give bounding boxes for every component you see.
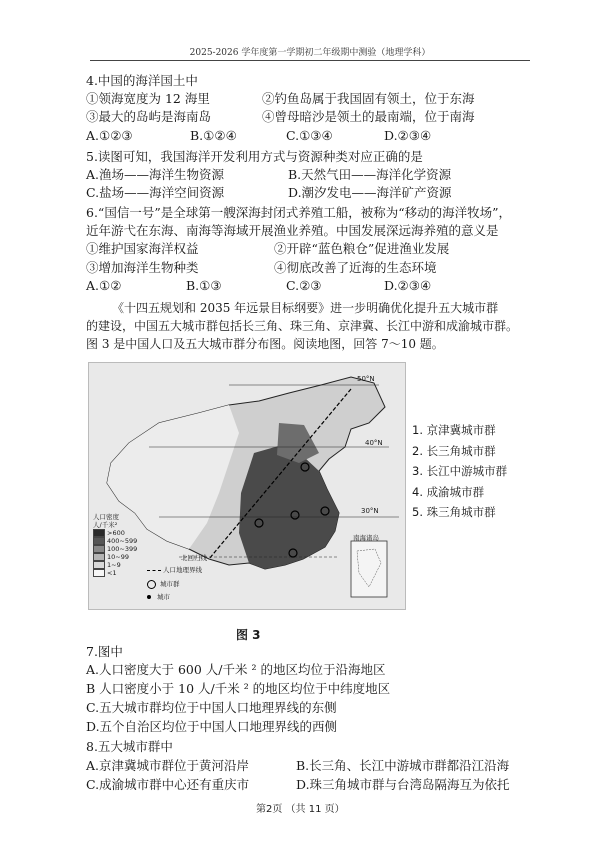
- latitude-30-label: 30°N: [361, 507, 379, 515]
- q6-choice-d: D.②③④: [384, 278, 432, 293]
- passage-line-3: 图 3 是中国人口及五大城市群分布图。阅读地图，回答 7～10 题。: [86, 337, 444, 351]
- q6-stem-line-2: 近年游弋在东海、南海等海域开展渔业养殖。中国发展深远海养殖的意义是: [86, 223, 499, 238]
- q6-choice-b: B.①③: [186, 278, 222, 293]
- q6-option-4: ④彻底改善了近海的生态环境: [274, 260, 437, 275]
- q4-choice-d: D.②③④: [384, 128, 432, 143]
- q7-choice-b: B 人口密度小于 10 人/千米 ² 的地区均位于中纬度地区: [86, 681, 391, 696]
- cluster-item-5: 5. 珠三角城市群: [412, 505, 496, 519]
- q8-choice-d: D.珠三角城市群与台湾岛隔海互为依托: [296, 777, 510, 792]
- page-header: 2025-2026 学年度第一学期初二年级期中测验（地理学科）: [90, 45, 530, 61]
- q4-option-3: ③最大的岛屿是海南岛: [86, 109, 212, 124]
- q7-choice-a: A.人口密度大于 600 人/千米 ² 的地区均位于沿海地区: [86, 662, 386, 677]
- q5-choice-c: C.盐场——海洋空间资源: [86, 185, 225, 200]
- cluster-item-1: 1. 京津冀城市群: [412, 423, 496, 437]
- legend-title: 人口密度 人/千米²: [93, 513, 119, 529]
- q5-choice-a: A.渔场——海洋生物资源: [86, 167, 225, 182]
- passage-line-1: 《十四五规划和 2035 年远景目标纲要》进一步明确优化提升五大城市群: [112, 301, 499, 315]
- legend-line-label: 人口地理界线: [147, 565, 202, 574]
- q6-choice-a: A.①②: [86, 278, 122, 293]
- cluster-list: [412, 420, 507, 523]
- q8-choice-b: B.长三角、长江中游城市群都沿江沿海: [296, 758, 510, 773]
- q5-stem: 5.读图可知，我国海洋开发利用方式与资源种类对应正确的是: [86, 149, 423, 164]
- q7-stem: 7.图中: [86, 644, 123, 659]
- legend-item: 100~399: [93, 545, 137, 553]
- q6-option-1: ①维护国家海洋权益: [86, 241, 199, 256]
- legend-cluster-label: 城市群: [147, 579, 180, 589]
- q4-choice-a: A.①②③: [86, 128, 133, 143]
- q5-choice-b: B.天然气田——海洋化学资源: [288, 167, 452, 182]
- latitude-50-label: 50°N: [357, 375, 375, 383]
- q6-stem-line-1: 6.“国信一号”是全球第一艘深海封闭式养殖工船，被称为“移动的海洋牧场”，: [86, 205, 511, 220]
- q4-stem: 4.中国的海洋国土中: [86, 73, 198, 88]
- q6-option-2: ②开辟“蓝色粮仓”促进渔业发展: [274, 241, 450, 256]
- cluster-item-4: 4. 成渝城市群: [412, 484, 485, 499]
- q4-option-1: ①领海宽度为 12 海里: [86, 91, 210, 106]
- map-legend: [93, 513, 137, 577]
- q6-choice-c: C.②③: [286, 278, 322, 293]
- q8-choice-a: A.京津冀城市群位于黄河沿岸: [86, 758, 250, 773]
- q4-option-4: ④曾母暗沙是领土的最南端，位于南海: [262, 109, 475, 124]
- legend-item: 10~99: [93, 553, 137, 561]
- q8-choice-c: C.成渝城市群中心还有重庆市: [86, 777, 250, 792]
- q4-choice-c: C.①③④: [286, 128, 333, 143]
- q7-choice-c: C.五大城市群均位于中国人口地理界线的东侧: [86, 700, 337, 715]
- q5-choice-d: D.潮汐发电——海洋矿产资源: [288, 185, 452, 200]
- legend-item: 400~599: [93, 537, 137, 545]
- legend-item: >600: [93, 529, 137, 537]
- tropic-label: 北回归线: [181, 554, 207, 562]
- cluster-item-3: 3. 长江中游城市群: [412, 464, 508, 478]
- figure-caption: 图 3: [236, 628, 261, 642]
- q4-choice-b: B.①②④: [190, 128, 237, 143]
- page-footer: 第2页 （共 11 页）: [256, 804, 345, 815]
- q6-option-3: ③增加海洋生物种类: [86, 260, 199, 275]
- cluster-item-2: 2. 长三角城市群: [412, 443, 496, 458]
- legend-item: <1: [93, 569, 137, 577]
- latitude-40-label: 40°N: [365, 439, 383, 447]
- q7-choice-d: D.五个自治区均位于中国人口地理界线的西侧: [86, 719, 338, 734]
- legend-item: 1~9: [93, 561, 137, 569]
- q4-option-2: ②钓鱼岛属于我国固有领土，位于东海: [262, 91, 475, 106]
- passage-line-2: 的建设，中国五大城市群包括长三角、珠三角、京津冀、长江中游和成渝城市群。: [86, 319, 519, 333]
- population-map: [88, 362, 406, 610]
- legend-city-label: 城市: [147, 592, 170, 601]
- inset-label: 南海诸岛: [353, 534, 379, 542]
- q8-stem: 8.五大城市群中: [86, 739, 173, 754]
